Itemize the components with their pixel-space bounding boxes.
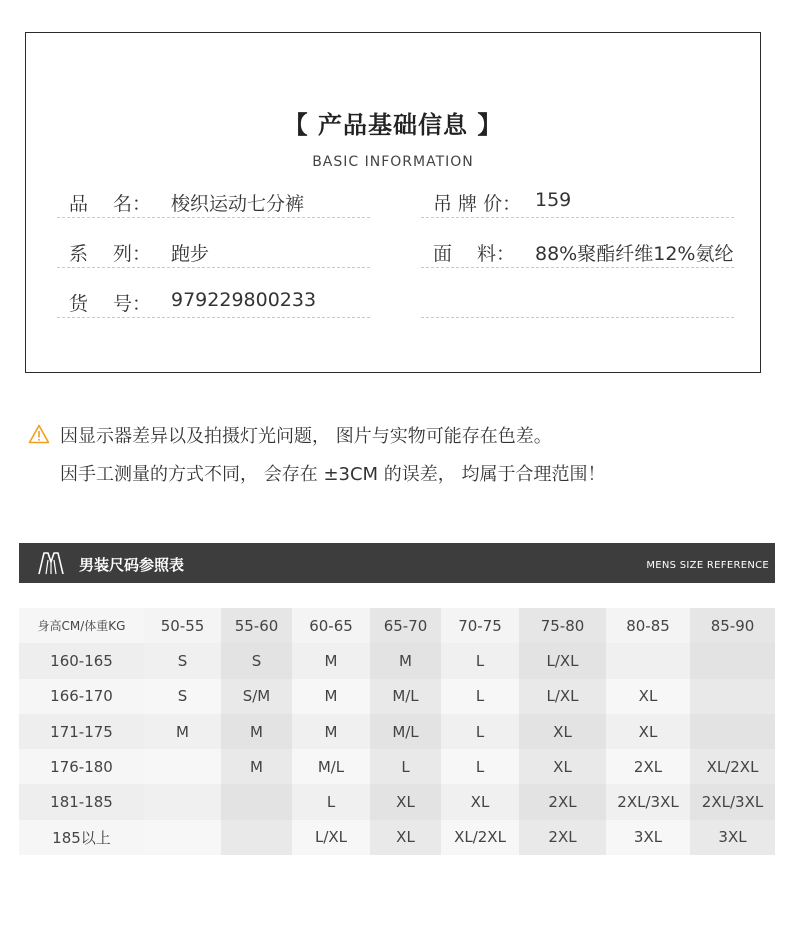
size-cell: S/M [221, 679, 292, 714]
weight-header: 70-75 [441, 608, 519, 643]
size-cell: L/XL [519, 643, 606, 678]
size-cell: L/XL [519, 679, 606, 714]
size-cell [690, 643, 775, 678]
product-info-panel [25, 32, 761, 373]
size-cell [221, 820, 292, 855]
size-cell: M/L [370, 714, 441, 749]
info-label: 货 号： [69, 293, 152, 315]
size-header-row [19, 608, 775, 643]
size-cell: L [441, 643, 519, 678]
warning-icon [28, 424, 50, 444]
info-row-name [57, 189, 370, 218]
size-chart-title: 男装尺码参照表 [79, 556, 185, 574]
size-cell: XL [519, 749, 606, 784]
size-cell: M [144, 714, 221, 749]
size-row [19, 784, 775, 819]
size-cell: M [221, 749, 292, 784]
info-value: 梭织运动七分裤 [171, 193, 305, 215]
size-cell: 3XL [690, 820, 775, 855]
height-label: 181-185 [19, 784, 144, 819]
height-label: 171-175 [19, 714, 144, 749]
size-cell: L [292, 784, 370, 819]
size-cell: 2XL/3XL [690, 784, 775, 819]
info-subtitle: BASIC INFORMATION [312, 154, 474, 170]
size-cell: L [370, 749, 441, 784]
size-cell [690, 714, 775, 749]
weight-header: 65-70 [370, 608, 441, 643]
size-cell: XL/2XL [441, 820, 519, 855]
size-cell: S [144, 679, 221, 714]
size-corner-label: 身高CM/体重KG [19, 608, 144, 643]
size-cell: XL [370, 820, 441, 855]
size-cell: L/XL [292, 820, 370, 855]
height-label: 185以上 [19, 820, 144, 855]
size-cell: M [292, 714, 370, 749]
info-value: 88%聚酯纤维12%氨纶 [535, 243, 734, 265]
size-cell: XL/2XL [690, 749, 775, 784]
size-cell: M [292, 679, 370, 714]
info-value: 979229800233 [171, 289, 317, 311]
info-value: 159 [535, 189, 572, 211]
size-cell [144, 820, 221, 855]
notice-line-measure: 因手工测量的方式不同， 会存在 ±3CM 的误差， 均属于合理范围！ [60, 464, 606, 485]
size-cell: M [221, 714, 292, 749]
size-cell [144, 784, 221, 819]
size-cell: L [441, 679, 519, 714]
size-cell: 2XL [519, 784, 606, 819]
size-cell [690, 679, 775, 714]
weight-header: 55-60 [221, 608, 292, 643]
info-row-series [57, 239, 370, 268]
size-cell [144, 749, 221, 784]
info-label: 品 名： [69, 193, 152, 215]
info-row-sku [57, 289, 370, 318]
size-cell: XL [606, 679, 690, 714]
weight-header: 85-90 [690, 608, 775, 643]
height-label: 160-165 [19, 643, 144, 678]
size-row [19, 820, 775, 855]
size-cell: S [144, 643, 221, 678]
height-label: 166-170 [19, 679, 144, 714]
size-chart-subtitle: MENS SIZE REFERENCE [646, 560, 769, 571]
size-cell: 2XL [519, 820, 606, 855]
size-cell: S [221, 643, 292, 678]
brand-logo-icon [37, 550, 65, 576]
size-cell: 2XL [606, 749, 690, 784]
size-table [19, 608, 775, 855]
size-cell: XL [519, 714, 606, 749]
size-cell: M/L [370, 679, 441, 714]
weight-header: 60-65 [292, 608, 370, 643]
size-row [19, 749, 775, 784]
info-value: 跑步 [171, 243, 210, 265]
size-cell: M [370, 643, 441, 678]
weight-header: 80-85 [606, 608, 690, 643]
notice-line-color: 因显示器差异以及拍摄灯光问题， 图片与实物可能存在色差。 [60, 426, 552, 447]
info-label: 面 料： [433, 243, 516, 265]
size-cell: L [441, 749, 519, 784]
size-cell: XL [606, 714, 690, 749]
size-cell: XL [370, 784, 441, 819]
info-label: 系 列： [69, 243, 152, 265]
weight-header: 50-55 [144, 608, 221, 643]
info-row-fabric [421, 239, 734, 268]
size-row [19, 643, 775, 678]
size-cell [221, 784, 292, 819]
size-row [19, 714, 775, 749]
weight-header: 75-80 [519, 608, 606, 643]
size-cell [606, 643, 690, 678]
size-row [19, 679, 775, 714]
info-title: 【 产品基础信息 】 [283, 111, 503, 139]
height-label: 176-180 [19, 749, 144, 784]
size-cell: L [441, 714, 519, 749]
size-cell: 2XL/3XL [606, 784, 690, 819]
info-row-price [421, 189, 734, 218]
size-cell: 3XL [606, 820, 690, 855]
size-chart-header [19, 543, 775, 583]
info-label: 吊 牌 价： [433, 193, 522, 215]
size-cell: M/L [292, 749, 370, 784]
size-cell: XL [441, 784, 519, 819]
size-cell: M [292, 643, 370, 678]
info-row-empty [421, 289, 734, 318]
